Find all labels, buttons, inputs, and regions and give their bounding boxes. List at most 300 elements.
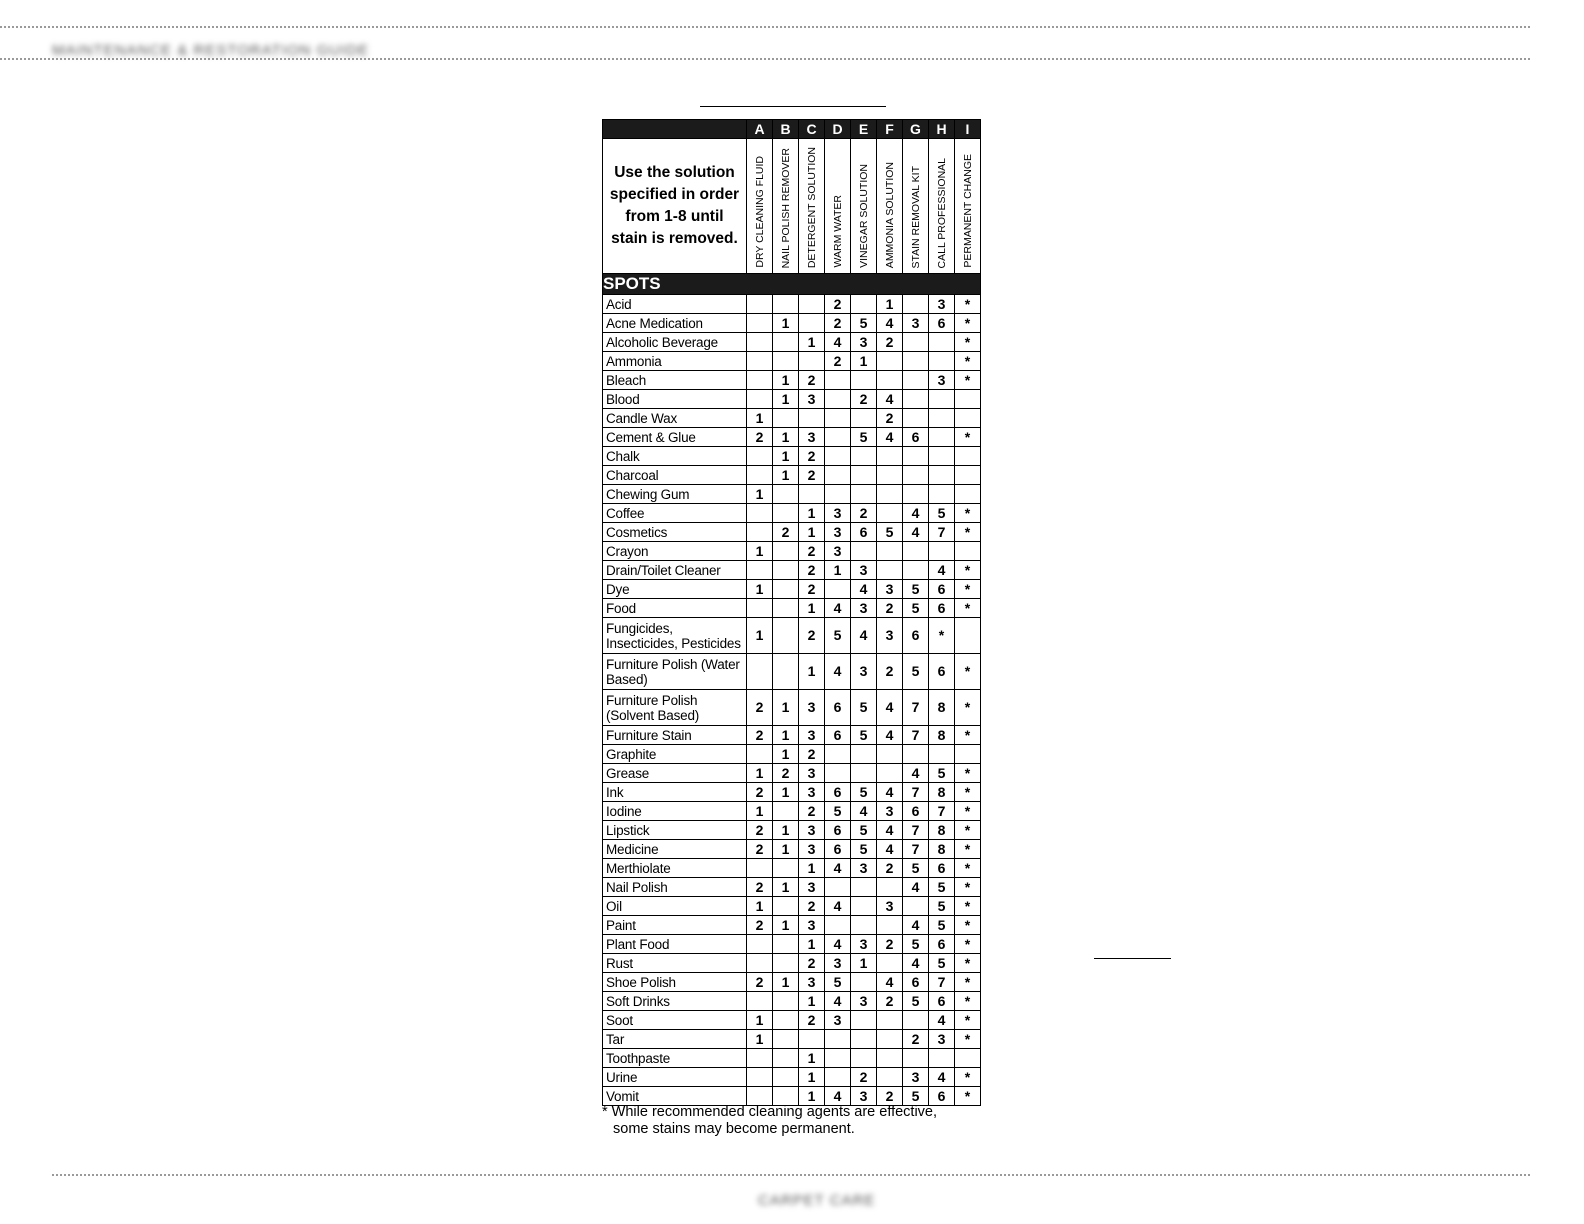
stain-name: Paint bbox=[603, 916, 747, 935]
step-cell bbox=[929, 333, 955, 352]
column-letter-c: C bbox=[799, 120, 825, 139]
step-cell: 6 bbox=[929, 654, 955, 690]
step-cell bbox=[773, 409, 799, 428]
step-cell: 3 bbox=[799, 390, 825, 409]
step-cell: * bbox=[955, 352, 981, 371]
column-letter-f: F bbox=[877, 120, 903, 139]
step-cell: 2 bbox=[851, 1068, 877, 1087]
step-cell: 3 bbox=[877, 897, 903, 916]
stain-name: Soft Drinks bbox=[603, 992, 747, 1011]
step-cell: 2 bbox=[799, 466, 825, 485]
step-cell: 5 bbox=[851, 690, 877, 726]
step-cell: 5 bbox=[851, 726, 877, 745]
column-label-b bbox=[773, 139, 799, 274]
step-cell: 3 bbox=[851, 333, 877, 352]
step-cell bbox=[747, 935, 773, 954]
table-row bbox=[603, 428, 981, 447]
spots-section-header bbox=[603, 274, 981, 295]
step-cell: 2 bbox=[877, 333, 903, 352]
step-cell: 1 bbox=[799, 859, 825, 878]
step-cell: 2 bbox=[799, 618, 825, 654]
step-cell bbox=[773, 618, 799, 654]
step-cell: * bbox=[955, 897, 981, 916]
step-cell: 2 bbox=[799, 580, 825, 599]
step-cell bbox=[799, 1030, 825, 1049]
step-cell bbox=[903, 1049, 929, 1068]
step-cell bbox=[773, 654, 799, 690]
step-cell: 4 bbox=[825, 1087, 851, 1106]
step-cell bbox=[747, 466, 773, 485]
stain-name: Vomit bbox=[603, 1087, 747, 1106]
step-cell bbox=[747, 523, 773, 542]
step-cell: 1 bbox=[773, 783, 799, 802]
step-cell: 2 bbox=[799, 897, 825, 916]
step-cell: 1 bbox=[799, 333, 825, 352]
step-cell: * bbox=[955, 878, 981, 897]
table-row bbox=[603, 295, 981, 314]
step-cell: 4 bbox=[825, 599, 851, 618]
column-label-f bbox=[877, 139, 903, 274]
step-cell bbox=[851, 973, 877, 992]
column-label-d bbox=[825, 139, 851, 274]
step-cell bbox=[825, 1068, 851, 1087]
step-cell bbox=[903, 352, 929, 371]
step-cell bbox=[773, 954, 799, 973]
step-cell bbox=[773, 485, 799, 504]
step-cell: 4 bbox=[929, 1011, 955, 1030]
step-cell: 3 bbox=[929, 371, 955, 390]
step-cell: * bbox=[955, 821, 981, 840]
step-cell bbox=[799, 409, 825, 428]
step-cell: * bbox=[955, 840, 981, 859]
step-cell: 4 bbox=[877, 690, 903, 726]
step-cell: 6 bbox=[903, 802, 929, 821]
stain-name: Urine bbox=[603, 1068, 747, 1087]
step-cell: 4 bbox=[851, 580, 877, 599]
step-cell: 1 bbox=[799, 1049, 825, 1068]
step-cell: 2 bbox=[747, 916, 773, 935]
step-cell: 5 bbox=[851, 314, 877, 333]
step-cell bbox=[877, 561, 903, 580]
step-cell bbox=[773, 1068, 799, 1087]
table-row bbox=[603, 447, 981, 466]
stain-name: Bleach bbox=[603, 371, 747, 390]
column-label-text: WARM WATER bbox=[831, 195, 844, 268]
column-label-text: PERMANENT CHANGE bbox=[961, 154, 974, 268]
stain-name: Acne Medication bbox=[603, 314, 747, 333]
step-cell: 1 bbox=[851, 352, 877, 371]
step-cell: 6 bbox=[825, 783, 851, 802]
column-label-i bbox=[955, 139, 981, 274]
stain-name: Chalk bbox=[603, 447, 747, 466]
step-cell: 5 bbox=[851, 821, 877, 840]
table-row bbox=[603, 1087, 981, 1106]
step-cell bbox=[955, 447, 981, 466]
step-cell: 3 bbox=[851, 561, 877, 580]
table-row bbox=[603, 390, 981, 409]
step-cell bbox=[955, 485, 981, 504]
column-label-g bbox=[903, 139, 929, 274]
step-cell: 1 bbox=[773, 840, 799, 859]
step-cell: 5 bbox=[929, 878, 955, 897]
step-cell bbox=[877, 466, 903, 485]
table-row bbox=[603, 523, 981, 542]
step-cell bbox=[825, 428, 851, 447]
table-row bbox=[603, 485, 981, 504]
step-cell bbox=[903, 485, 929, 504]
step-cell: 4 bbox=[877, 973, 903, 992]
step-cell: 7 bbox=[929, 523, 955, 542]
step-cell: * bbox=[955, 371, 981, 390]
stain-name: Crayon bbox=[603, 542, 747, 561]
step-cell: 5 bbox=[903, 859, 929, 878]
step-cell: 6 bbox=[929, 580, 955, 599]
step-cell: * bbox=[955, 314, 981, 333]
step-cell bbox=[877, 745, 903, 764]
step-cell bbox=[825, 1030, 851, 1049]
step-cell: 4 bbox=[877, 314, 903, 333]
step-cell: * bbox=[955, 428, 981, 447]
step-cell: * bbox=[955, 1068, 981, 1087]
step-cell bbox=[903, 897, 929, 916]
step-cell bbox=[955, 409, 981, 428]
step-cell: 1 bbox=[773, 466, 799, 485]
step-cell: * bbox=[955, 802, 981, 821]
stain-name: Ink bbox=[603, 783, 747, 802]
step-cell: 1 bbox=[825, 561, 851, 580]
table-row bbox=[603, 314, 981, 333]
step-cell: 4 bbox=[877, 783, 903, 802]
step-cell: 1 bbox=[773, 390, 799, 409]
step-cell: 3 bbox=[903, 1068, 929, 1087]
stain-name: Drain/Toilet Cleaner bbox=[603, 561, 747, 580]
step-cell: 1 bbox=[799, 992, 825, 1011]
step-cell: 3 bbox=[825, 504, 851, 523]
step-cell: 1 bbox=[747, 764, 773, 783]
step-cell: * bbox=[955, 992, 981, 1011]
step-cell: 1 bbox=[747, 542, 773, 561]
step-cell: 2 bbox=[877, 654, 903, 690]
step-cell bbox=[903, 1011, 929, 1030]
step-cell bbox=[747, 352, 773, 371]
step-cell bbox=[747, 859, 773, 878]
step-cell bbox=[747, 1087, 773, 1106]
column-letter-h: H bbox=[929, 120, 955, 139]
table-row bbox=[603, 1068, 981, 1087]
table-row bbox=[603, 561, 981, 580]
table-row bbox=[603, 504, 981, 523]
stain-name: Soot bbox=[603, 1011, 747, 1030]
step-cell bbox=[773, 599, 799, 618]
step-cell: * bbox=[955, 916, 981, 935]
step-cell: 2 bbox=[799, 542, 825, 561]
step-cell: 2 bbox=[747, 973, 773, 992]
step-cell bbox=[825, 1049, 851, 1068]
step-cell bbox=[773, 935, 799, 954]
section-rule-top bbox=[700, 106, 886, 107]
step-cell: 6 bbox=[903, 618, 929, 654]
table-row bbox=[603, 1049, 981, 1068]
table-row bbox=[603, 935, 981, 954]
step-cell: 4 bbox=[929, 561, 955, 580]
step-cell: 1 bbox=[747, 580, 773, 599]
step-cell bbox=[903, 295, 929, 314]
stain-table bbox=[602, 119, 981, 1106]
column-label-text: DRY CLEANING FLUID bbox=[753, 156, 766, 268]
step-cell: * bbox=[955, 726, 981, 745]
step-cell: 3 bbox=[799, 840, 825, 859]
step-cell: 3 bbox=[799, 878, 825, 897]
step-cell: 1 bbox=[799, 523, 825, 542]
step-cell bbox=[877, 447, 903, 466]
step-cell: 6 bbox=[929, 859, 955, 878]
step-cell bbox=[903, 561, 929, 580]
step-cell bbox=[955, 1049, 981, 1068]
step-cell bbox=[851, 878, 877, 897]
step-cell bbox=[877, 878, 903, 897]
step-cell: * bbox=[955, 935, 981, 954]
step-cell: 1 bbox=[773, 447, 799, 466]
stain-name: Furniture Polish (Solvent Based) bbox=[603, 690, 747, 726]
step-cell bbox=[851, 371, 877, 390]
step-cell: 3 bbox=[825, 523, 851, 542]
step-cell: 6 bbox=[929, 1087, 955, 1106]
step-cell bbox=[851, 542, 877, 561]
stain-name: Charcoal bbox=[603, 466, 747, 485]
step-cell: 6 bbox=[825, 726, 851, 745]
step-cell bbox=[747, 504, 773, 523]
header-blurred-title: MAINTENANCE & RESTORATION GUIDE bbox=[52, 42, 370, 59]
step-cell: 3 bbox=[851, 859, 877, 878]
step-cell: 6 bbox=[825, 690, 851, 726]
stain-name: Tar bbox=[603, 1030, 747, 1049]
step-cell bbox=[929, 1049, 955, 1068]
step-cell: 8 bbox=[929, 726, 955, 745]
stain-name: Acid bbox=[603, 295, 747, 314]
step-cell: * bbox=[955, 764, 981, 783]
step-cell: 5 bbox=[929, 504, 955, 523]
footer-blurred-text: CARPET CARE bbox=[758, 1192, 876, 1209]
table-row bbox=[603, 690, 981, 726]
step-cell bbox=[773, 897, 799, 916]
step-cell bbox=[799, 295, 825, 314]
section-rule-right bbox=[1094, 958, 1171, 959]
table-row bbox=[603, 726, 981, 745]
step-cell bbox=[851, 295, 877, 314]
step-cell bbox=[825, 390, 851, 409]
step-cell: 2 bbox=[799, 954, 825, 973]
step-cell bbox=[903, 390, 929, 409]
step-cell: * bbox=[955, 973, 981, 992]
step-cell bbox=[929, 447, 955, 466]
step-cell: * bbox=[955, 333, 981, 352]
step-cell bbox=[773, 1049, 799, 1068]
step-cell bbox=[851, 447, 877, 466]
step-cell bbox=[877, 764, 903, 783]
table-row bbox=[603, 580, 981, 599]
step-cell bbox=[851, 916, 877, 935]
table-row bbox=[603, 1030, 981, 1049]
step-cell: 8 bbox=[929, 783, 955, 802]
column-label-text: VINEGAR SOLUTION bbox=[857, 164, 870, 268]
step-cell: 3 bbox=[825, 542, 851, 561]
step-cell bbox=[773, 992, 799, 1011]
stain-name: Coffee bbox=[603, 504, 747, 523]
step-cell: 7 bbox=[903, 726, 929, 745]
table-row bbox=[603, 745, 981, 764]
stain-name: Chewing Gum bbox=[603, 485, 747, 504]
column-label-h bbox=[929, 139, 955, 274]
step-cell bbox=[851, 409, 877, 428]
stain-name: Graphite bbox=[603, 745, 747, 764]
step-cell: 2 bbox=[877, 409, 903, 428]
step-cell bbox=[851, 764, 877, 783]
step-cell: 3 bbox=[851, 599, 877, 618]
step-cell: 1 bbox=[747, 897, 773, 916]
step-cell bbox=[825, 878, 851, 897]
step-cell: 2 bbox=[877, 935, 903, 954]
step-cell: 5 bbox=[825, 973, 851, 992]
step-cell bbox=[903, 409, 929, 428]
step-cell: 4 bbox=[877, 390, 903, 409]
step-cell bbox=[877, 916, 903, 935]
step-cell: 1 bbox=[799, 654, 825, 690]
step-cell bbox=[747, 314, 773, 333]
step-cell: 5 bbox=[851, 783, 877, 802]
table-row bbox=[603, 859, 981, 878]
step-cell bbox=[825, 447, 851, 466]
step-cell bbox=[773, 333, 799, 352]
step-cell bbox=[877, 485, 903, 504]
step-cell: 1 bbox=[773, 916, 799, 935]
column-letter-b: B bbox=[773, 120, 799, 139]
stain-name: Lipstick bbox=[603, 821, 747, 840]
step-cell: 3 bbox=[929, 1030, 955, 1049]
step-cell: 1 bbox=[799, 1068, 825, 1087]
step-cell: 1 bbox=[747, 485, 773, 504]
step-cell: * bbox=[955, 1011, 981, 1030]
step-cell bbox=[851, 745, 877, 764]
step-cell: 6 bbox=[851, 523, 877, 542]
step-cell: 2 bbox=[773, 764, 799, 783]
table-row bbox=[603, 916, 981, 935]
step-cell: 3 bbox=[799, 973, 825, 992]
step-cell bbox=[851, 1030, 877, 1049]
step-cell bbox=[747, 745, 773, 764]
step-cell bbox=[929, 485, 955, 504]
column-label-text: AMMONIA SOLUTION bbox=[883, 161, 896, 268]
step-cell: 3 bbox=[877, 580, 903, 599]
step-cell bbox=[929, 745, 955, 764]
step-cell: 3 bbox=[825, 1011, 851, 1030]
column-label-e bbox=[851, 139, 877, 274]
step-cell: 5 bbox=[903, 992, 929, 1011]
stain-name: Food bbox=[603, 599, 747, 618]
step-cell: 5 bbox=[903, 580, 929, 599]
stain-name: Furniture Stain bbox=[603, 726, 747, 745]
step-cell: 1 bbox=[747, 802, 773, 821]
stain-name: Iodine bbox=[603, 802, 747, 821]
step-cell: 6 bbox=[929, 314, 955, 333]
step-cell: 6 bbox=[929, 992, 955, 1011]
table-row bbox=[603, 802, 981, 821]
step-cell: 5 bbox=[903, 654, 929, 690]
step-cell: 2 bbox=[747, 821, 773, 840]
step-cell bbox=[851, 1049, 877, 1068]
step-cell: * bbox=[955, 504, 981, 523]
step-cell bbox=[903, 447, 929, 466]
step-cell bbox=[825, 485, 851, 504]
step-cell bbox=[903, 745, 929, 764]
step-cell: 4 bbox=[929, 1068, 955, 1087]
step-cell bbox=[773, 1030, 799, 1049]
footnote-line-2: some stains may become permanent. bbox=[613, 1121, 855, 1137]
step-cell: 6 bbox=[825, 840, 851, 859]
stain-name: Candle Wax bbox=[603, 409, 747, 428]
step-cell: 2 bbox=[747, 690, 773, 726]
step-cell bbox=[929, 466, 955, 485]
stain-removal-chart bbox=[602, 119, 980, 1106]
stain-name: Nail Polish bbox=[603, 878, 747, 897]
step-cell bbox=[825, 764, 851, 783]
step-cell bbox=[747, 295, 773, 314]
table-row bbox=[603, 973, 981, 992]
step-cell: 2 bbox=[747, 840, 773, 859]
step-cell bbox=[773, 859, 799, 878]
stain-name: Dye bbox=[603, 580, 747, 599]
step-cell: 6 bbox=[825, 821, 851, 840]
step-cell: 5 bbox=[851, 840, 877, 859]
step-cell: 2 bbox=[799, 802, 825, 821]
step-cell bbox=[851, 485, 877, 504]
table-row bbox=[603, 878, 981, 897]
step-cell: 5 bbox=[929, 897, 955, 916]
step-cell: 3 bbox=[799, 428, 825, 447]
step-cell: 2 bbox=[877, 859, 903, 878]
step-cell: 6 bbox=[929, 599, 955, 618]
step-cell bbox=[851, 897, 877, 916]
step-cell: 3 bbox=[851, 654, 877, 690]
step-cell bbox=[825, 466, 851, 485]
column-letter-e: E bbox=[851, 120, 877, 139]
step-cell: * bbox=[955, 654, 981, 690]
step-cell bbox=[773, 504, 799, 523]
step-cell: 7 bbox=[903, 783, 929, 802]
step-cell bbox=[955, 542, 981, 561]
step-cell: 1 bbox=[747, 618, 773, 654]
step-cell: 5 bbox=[825, 618, 851, 654]
step-cell: 3 bbox=[851, 1087, 877, 1106]
stain-name: Plant Food bbox=[603, 935, 747, 954]
step-cell: 2 bbox=[799, 561, 825, 580]
step-cell: 4 bbox=[825, 859, 851, 878]
step-cell bbox=[747, 654, 773, 690]
step-cell bbox=[903, 371, 929, 390]
table-row bbox=[603, 992, 981, 1011]
step-cell: * bbox=[955, 1030, 981, 1049]
step-cell bbox=[799, 352, 825, 371]
table-row bbox=[603, 599, 981, 618]
step-cell bbox=[799, 314, 825, 333]
step-cell: 4 bbox=[903, 916, 929, 935]
step-cell: 1 bbox=[773, 745, 799, 764]
column-letter-d: D bbox=[825, 120, 851, 139]
column-letter-g: G bbox=[903, 120, 929, 139]
step-cell: 4 bbox=[903, 878, 929, 897]
step-cell: 4 bbox=[825, 897, 851, 916]
step-cell: 2 bbox=[747, 783, 773, 802]
step-cell bbox=[773, 352, 799, 371]
